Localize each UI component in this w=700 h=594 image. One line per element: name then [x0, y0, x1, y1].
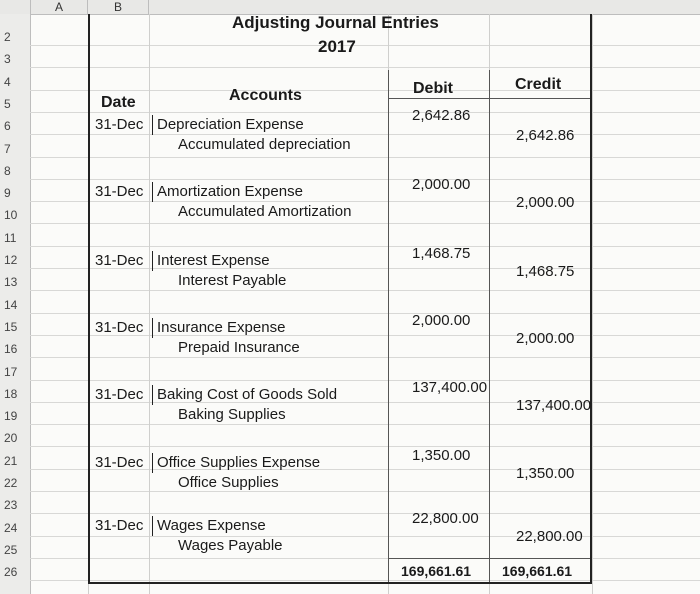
row-number[interactable]: 22 — [4, 476, 18, 490]
grid-line — [30, 580, 700, 581]
debit-amount: 2,000.00 — [412, 176, 471, 193]
column-header-a[interactable]: A — [31, 0, 88, 15]
row-number[interactable]: 6 — [4, 119, 11, 134]
entry-date: 31-Dec — [95, 454, 144, 471]
header-debit: Debit — [413, 80, 453, 97]
entry-date: 31-Dec — [95, 116, 144, 133]
grid-line — [592, 14, 593, 594]
entry-date: 31-Dec — [95, 517, 144, 534]
credit-account: Prepaid Insurance — [178, 339, 300, 356]
row-number[interactable]: 25 — [4, 542, 18, 557]
grid-line — [30, 558, 700, 559]
row-number[interactable]: 5 — [4, 96, 11, 111]
sheet-title: Adjusting Journal Entries — [232, 13, 439, 32]
date-divider — [152, 182, 153, 202]
date-divider — [152, 453, 153, 473]
grid-line — [30, 67, 700, 68]
credit-account: Office Supplies — [178, 474, 279, 491]
row-number[interactable]: 4 — [4, 74, 11, 89]
debit-amount: 1,468.75 — [412, 245, 471, 262]
row-number[interactable]: 12 — [4, 253, 18, 267]
grid-line — [30, 134, 700, 135]
row-number[interactable]: 24 — [4, 520, 18, 535]
table-border — [388, 98, 590, 99]
table-border — [590, 14, 592, 584]
credit-amount: 137,400.00 — [516, 397, 592, 414]
row-number[interactable]: 18 — [4, 386, 18, 401]
row-number[interactable]: 16 — [4, 342, 18, 357]
date-divider — [152, 385, 153, 405]
select-all-corner[interactable] — [0, 0, 31, 15]
date-divider — [152, 318, 153, 338]
row-number[interactable]: 23 — [4, 498, 18, 513]
row-number[interactable]: 10 — [4, 208, 18, 223]
date-divider — [152, 115, 153, 135]
debit-account: Amortization Expense — [157, 183, 303, 200]
header-credit: Credit — [515, 76, 562, 93]
grid-line — [30, 357, 700, 358]
debit-amount: 1,350.00 — [412, 447, 471, 464]
debit-amount: 22,800.00 — [412, 510, 479, 527]
credit-amount: 2,000.00 — [516, 330, 575, 347]
entry-date: 31-Dec — [95, 252, 144, 269]
opening-debit: 2,642.86 — [412, 107, 471, 124]
table-border — [489, 70, 490, 582]
debit-account: Insurance Expense — [157, 319, 286, 336]
row-number[interactable]: 15 — [4, 319, 18, 334]
entry-date: 31-Dec — [95, 183, 144, 200]
grid-line — [30, 446, 700, 447]
row-number[interactable]: 21 — [4, 453, 18, 468]
row-number[interactable]: 3 — [4, 52, 11, 67]
sheet-year: 2017 — [318, 37, 356, 56]
credit-account: Baking Supplies — [178, 406, 286, 423]
credit-amount: 2,000.00 — [516, 194, 575, 211]
grid-line — [30, 112, 700, 113]
header-date: Date — [101, 94, 136, 111]
entry-date: 31-Dec — [95, 319, 144, 336]
debit-account: Wages Expense — [157, 517, 266, 534]
row-number[interactable]: 17 — [4, 364, 18, 379]
header-accounts: Accounts — [229, 87, 302, 104]
table-border — [88, 14, 90, 584]
grid-line — [30, 45, 700, 46]
grid-line — [30, 223, 700, 224]
credit-account: Wages Payable — [178, 537, 283, 554]
table-border — [88, 582, 592, 584]
date-divider — [152, 251, 153, 271]
debit-account: Interest Expense — [157, 252, 270, 269]
row-number[interactable]: 8 — [4, 163, 11, 178]
grid-line — [30, 491, 700, 492]
debit-account: Depreciation Expense — [157, 116, 304, 133]
row-number[interactable]: 14 — [4, 297, 18, 312]
grid-line — [30, 246, 700, 247]
grid-line — [30, 201, 700, 202]
grid-line — [30, 513, 700, 514]
grid-line — [30, 424, 700, 425]
date-divider — [152, 516, 153, 536]
credit-amount: 2,642.86 — [516, 127, 575, 144]
grid-line — [30, 90, 700, 91]
row-number[interactable]: 11 — [4, 230, 17, 245]
row-number[interactable]: 9 — [4, 186, 11, 201]
row-number[interactable]: 20 — [4, 431, 18, 446]
grid-line — [30, 179, 700, 180]
grid-line — [30, 157, 700, 158]
entry-date: 31-Dec — [95, 386, 144, 403]
credit-account: Accumulated depreciation — [178, 136, 351, 153]
grid-line — [30, 380, 700, 381]
row-number[interactable]: 13 — [4, 275, 18, 290]
grid-line — [30, 313, 700, 314]
row-number[interactable]: 19 — [4, 409, 18, 424]
table-border — [388, 70, 389, 582]
table-border — [388, 558, 590, 559]
debit-account: Office Supplies Expense — [157, 454, 321, 471]
grid-line — [149, 14, 150, 594]
total-credit: 169,661.61 — [502, 563, 573, 579]
column-header-b[interactable]: B — [88, 0, 149, 15]
credit-account: Interest Payable — [178, 272, 287, 289]
debit-account: Baking Cost of Goods Sold — [157, 386, 338, 403]
grid-line — [30, 536, 700, 537]
grid-line — [30, 290, 700, 291]
row-number[interactable]: 2 — [4, 30, 11, 44]
row-number[interactable]: 7 — [4, 141, 11, 156]
credit-amount: 1,468.75 — [516, 263, 575, 280]
total-debit: 169,661.61 — [401, 563, 472, 579]
credit-account: Accumulated Amortization — [178, 203, 352, 220]
debit-amount: 2,000.00 — [412, 312, 471, 329]
credit-amount: 1,350.00 — [516, 465, 575, 482]
row-number[interactable]: 26 — [4, 565, 18, 580]
debit-amount: 137,400.00 — [412, 379, 488, 396]
credit-amount: 22,800.00 — [516, 528, 583, 545]
